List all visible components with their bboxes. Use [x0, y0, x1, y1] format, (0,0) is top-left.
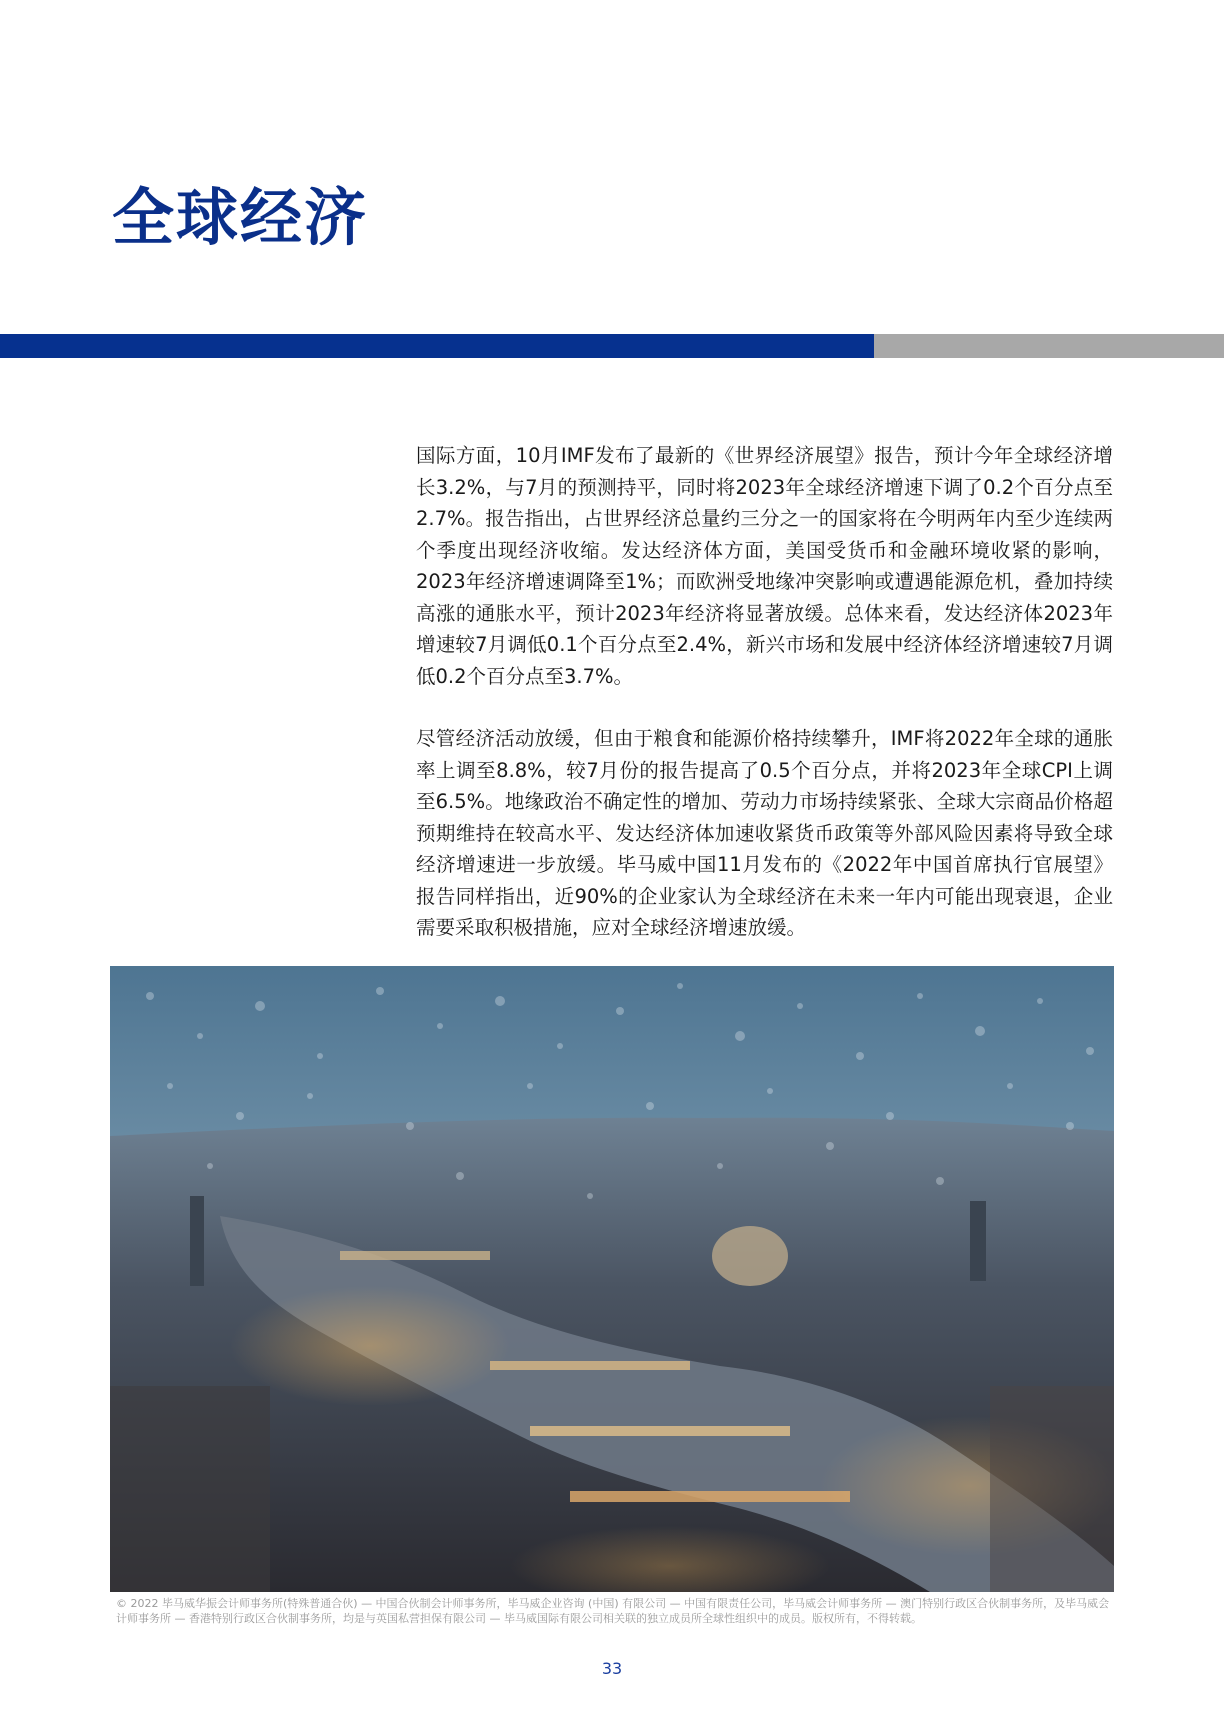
- divider-blue-segment: [0, 334, 874, 358]
- divider-gray-segment: [874, 334, 1224, 358]
- body-text: [416, 440, 1113, 975]
- paragraph: 尽管经济活动放缓，但由于粮食和能源价格持续攀升，IMF将2022年全球的通胀率上调至8.8%，较7月份的报告提高了0.5个百分点，并将2023年全球CPI上调至6.5%。地缘政治不确定性的增加、劳动力市场持续紧张、全球大宗商品价格超预期维持在较高水平、发达经济体加速收紧货币政策等外部风险因素将导致全球经济增速进一步放缓。毕马威中国11月发布的《2022年中国首席执行官展望》报告同样指出，近90%的企业家认为全球经济在未来一年内可能出现衰退，企业需要采取积极措施，应对全球经济增速放缓。: [416, 727, 1113, 939]
- page-title: 全球经济: [112, 181, 369, 254]
- copyright-footer: © 2022 毕马威华振会计师事务所(特殊普通合伙) — 中国合伙制会计师事务所，毕马威企业咨询 (中国) 有限公司 — 中国有限责任公司，毕马威会计师事务所 — 澳门特别行政区合伙制事务所，及毕马威会计师事务所 — 香港特别行政区合伙制事务所，均是与英国私营担保有限公司 — 毕马威国际有限公司相关联的独立成员所全球性组织中的成员。版权所有，不得转载。: [116, 1597, 1110, 1625]
- section-divider-bar: [0, 334, 1224, 358]
- paragraph: 国际方面，10月IMF发布了最新的《世界经济展望》报告，预计今年全球经济增长3.2%，与7月的预测持平，同时将2023年全球经济增速下调了0.2个百分点至2.7%。报告指出，占世界经济总量约三分之一的国家将在今明两年内至少连续两个季度出现经济收缩。发达经济体方面，美国受货币和金融环境收紧的影响，2023年经济增速调降至1%；而欧洲受地缘冲突影响或遭遇能源危机，叠加持续高涨的通胀水平，预计2023年经济将显著放缓。总体来看，发达经济体2023年增速较7月调低0.1个百分点至2.4%，新兴市场和发展中经济体经济增速较7月调低0.2个百分点至3.7%。: [416, 444, 1113, 688]
- city-night-photo: [110, 966, 1114, 1592]
- city-night-illustration: [110, 966, 1114, 1592]
- page-number: 33: [601, 1659, 623, 1678]
